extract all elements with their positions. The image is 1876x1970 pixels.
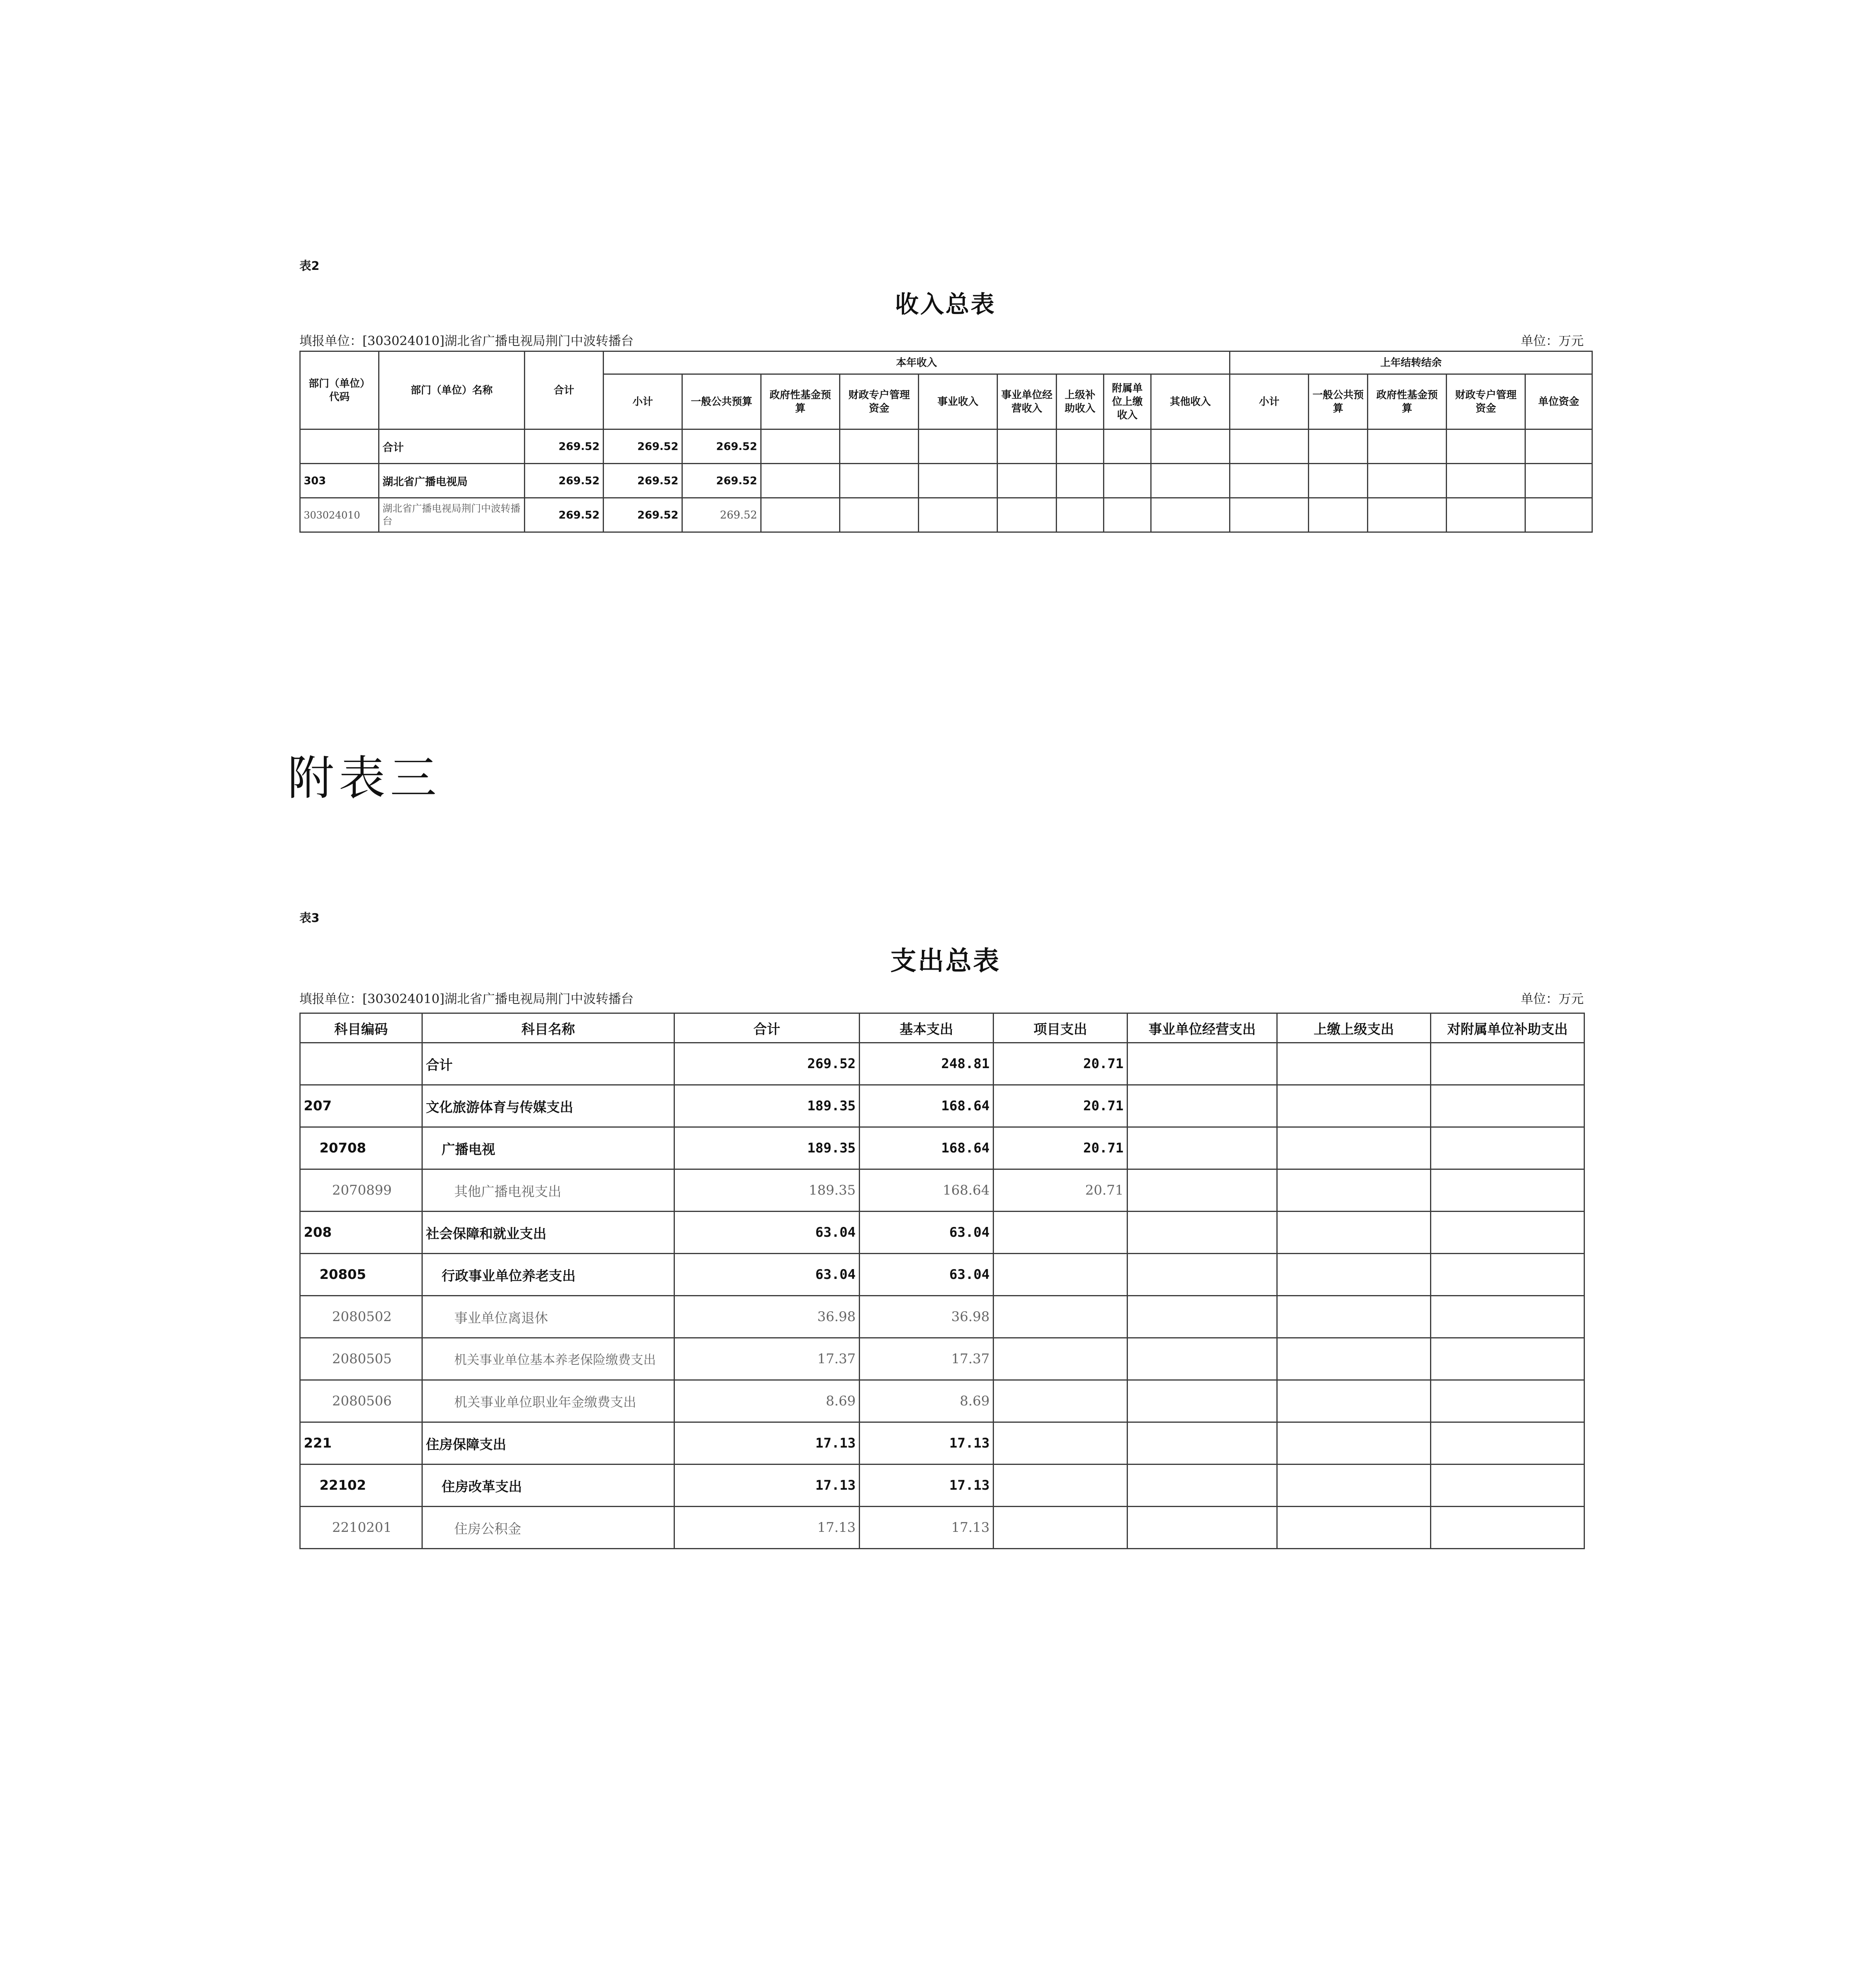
- cell-basic: 8.69: [860, 1380, 994, 1422]
- cell-total: 63.04: [674, 1254, 860, 1296]
- table-row: [300, 1380, 1584, 1422]
- cell-basic: 17.13: [860, 1507, 994, 1549]
- cell-name: 社会保障和就业支出: [422, 1212, 674, 1254]
- table3-tag: 表3: [299, 911, 319, 925]
- cell-name: 湖北省广播电视局: [379, 464, 525, 498]
- cell-code: [300, 1043, 422, 1085]
- cell-basic: 248.81: [860, 1043, 994, 1085]
- cell-total: 36.98: [674, 1296, 860, 1338]
- cell-code: 2080506: [300, 1380, 422, 1422]
- table-row: [300, 1422, 1584, 1464]
- col-header-subject-name: 科目名称: [422, 1013, 674, 1043]
- cell-total: 269.52: [674, 1043, 860, 1085]
- cell-total: 189.35: [674, 1169, 860, 1212]
- cell-name: 合计: [422, 1043, 674, 1085]
- cell-code: 207: [300, 1085, 422, 1127]
- table-row: [300, 1338, 1584, 1380]
- cell-basic: 168.64: [860, 1085, 994, 1127]
- cell-code: 303: [300, 464, 379, 498]
- cell-project: 20.71: [994, 1085, 1127, 1127]
- table3-title: 支出总表: [890, 946, 1001, 976]
- table3-filler: 填报单位：[303024010]湖北省广播电视局荆门中波转播台: [299, 991, 634, 1006]
- col-header-subject-code: 科目编码: [300, 1013, 422, 1043]
- col-header-prior-fiscal: 财政专户管理资金: [1447, 374, 1525, 429]
- cell-name: 住房公积金: [422, 1507, 674, 1549]
- cell-subtotal: 269.52: [604, 429, 682, 464]
- cell-basic: 17.13: [860, 1464, 994, 1507]
- col-header-operating-expense: 事业单位经营支出: [1127, 1013, 1277, 1043]
- cell-code: 20805: [300, 1254, 422, 1296]
- cell-basic: 168.64: [860, 1127, 994, 1169]
- cell-general: 269.52: [682, 429, 761, 464]
- col-header-other-income: 其他收入: [1151, 374, 1230, 429]
- cell-name: 其他广播电视支出: [422, 1169, 674, 1212]
- col-header-dept-code: 部门（单位）代码: [300, 351, 379, 429]
- col-header-prior-gov-fund: 政府性基金预算: [1368, 374, 1447, 429]
- col-header-remit-superior: 上缴上级支出: [1277, 1013, 1431, 1043]
- col-header-operating-income: 事业单位经营收入: [997, 374, 1057, 429]
- table-row: [300, 1043, 1584, 1085]
- cell-project: [994, 1296, 1127, 1338]
- cell-code: 2070899: [300, 1169, 422, 1212]
- cell-code: 2210201: [300, 1507, 422, 1549]
- table-row: [300, 1212, 1584, 1254]
- cell-project: [994, 1464, 1127, 1507]
- col-header-superior-subsidy: 上级补助收入: [1057, 374, 1104, 429]
- cell-total: 269.52: [525, 464, 604, 498]
- expenditure-summary-table: [299, 1013, 1585, 1549]
- col-header-affiliate-subsidy: 对附属单位补助支出: [1431, 1013, 1584, 1043]
- cell-name: 文化旅游体育与传媒支出: [422, 1085, 674, 1127]
- cell-total: 63.04: [674, 1212, 860, 1254]
- cell-basic: 63.04: [860, 1254, 994, 1296]
- table2-unit: 单位：万元: [1521, 333, 1584, 348]
- col-header-total: 合计: [525, 351, 604, 429]
- table-row: [300, 498, 1592, 532]
- cell-general: 269.52: [682, 498, 761, 532]
- cell-total: 189.35: [674, 1127, 860, 1169]
- cell-name: 湖北省广播电视局荆门中波转播台: [379, 498, 525, 532]
- col-header-total: 合计: [674, 1013, 860, 1043]
- income-summary-table: [299, 351, 1593, 533]
- col-header-affiliate-income: 附属单位上缴收入: [1104, 374, 1151, 429]
- table-row: [300, 1507, 1584, 1549]
- cell-total: 8.69: [674, 1380, 860, 1422]
- cell-code: 221: [300, 1422, 422, 1464]
- cell-code: 20708: [300, 1127, 422, 1169]
- col-group-prior-carryover: 上年结转结余: [1230, 351, 1592, 374]
- cell-name: 住房保障支出: [422, 1422, 674, 1464]
- table3-unit: 单位：万元: [1521, 991, 1584, 1006]
- table2-filler: 填报单位：[303024010]湖北省广播电视局荆门中波转播台: [299, 333, 634, 348]
- cell-total: 269.52: [525, 498, 604, 532]
- col-header-business-income: 事业收入: [919, 374, 997, 429]
- cell-project: [994, 1338, 1127, 1380]
- cell-code: 22102: [300, 1464, 422, 1507]
- table-row: [300, 1296, 1584, 1338]
- table-row: [300, 1464, 1584, 1507]
- cell-project: 20.71: [994, 1169, 1127, 1212]
- col-group-current-income: 本年收入: [604, 351, 1230, 374]
- cell-subtotal: 269.52: [604, 498, 682, 532]
- cell-basic: 168.64: [860, 1169, 994, 1212]
- cell-project: 20.71: [994, 1043, 1127, 1085]
- cell-code: 303024010: [300, 498, 379, 532]
- cell-code: [300, 429, 379, 464]
- col-header-prior-unit-fund: 单位资金: [1525, 374, 1592, 429]
- col-header-basic-expense: 基本支出: [860, 1013, 994, 1043]
- col-header-prior-general: 一般公共预算: [1309, 374, 1368, 429]
- cell-project: [994, 1212, 1127, 1254]
- table-row: [300, 464, 1592, 498]
- cell-code: 2080502: [300, 1296, 422, 1338]
- cell-total: 17.13: [674, 1422, 860, 1464]
- cell-code: 2080505: [300, 1338, 422, 1380]
- col-header-gov-fund: 政府性基金预算: [761, 374, 840, 429]
- table-row: [300, 1169, 1584, 1212]
- cell-project: 20.71: [994, 1127, 1127, 1169]
- cell-basic: 63.04: [860, 1212, 994, 1254]
- col-header-subtotal: 小计: [604, 374, 682, 429]
- cell-basic: 36.98: [860, 1296, 994, 1338]
- cell-name: 机关事业单位基本养老保险缴费支出: [422, 1338, 674, 1380]
- cell-basic: 17.37: [860, 1338, 994, 1380]
- appendix-three-heading: 附表三: [288, 751, 442, 805]
- col-header-project-expense: 项目支出: [994, 1013, 1127, 1043]
- col-header-general-budget: 一般公共预算: [682, 374, 761, 429]
- cell-general: 269.52: [682, 464, 761, 498]
- cell-total: 189.35: [674, 1085, 860, 1127]
- cell-project: [994, 1507, 1127, 1549]
- table2-tag: 表2: [299, 259, 319, 273]
- table2-title: 收入总表: [895, 291, 996, 318]
- cell-name: 住房改革支出: [422, 1464, 674, 1507]
- cell-project: [994, 1254, 1127, 1296]
- table-row: [300, 1127, 1584, 1169]
- cell-total: 17.13: [674, 1464, 860, 1507]
- cell-name: 行政事业单位养老支出: [422, 1254, 674, 1296]
- cell-basic: 17.13: [860, 1422, 994, 1464]
- cell-name: 机关事业单位职业年金缴费支出: [422, 1380, 674, 1422]
- table-row: [300, 429, 1592, 464]
- col-header-prior-subtotal: 小计: [1230, 374, 1309, 429]
- cell-name: 合计: [379, 429, 525, 464]
- table-row: [300, 1085, 1584, 1127]
- cell-total: 17.13: [674, 1507, 860, 1549]
- cell-project: [994, 1422, 1127, 1464]
- cell-name: 广播电视: [422, 1127, 674, 1169]
- cell-code: 208: [300, 1212, 422, 1254]
- cell-project: [994, 1380, 1127, 1422]
- col-header-fiscal-account: 财政专户管理资金: [840, 374, 919, 429]
- col-header-dept-name: 部门（单位）名称: [379, 351, 525, 429]
- cell-total: 17.37: [674, 1338, 860, 1380]
- cell-name: 事业单位离退休: [422, 1296, 674, 1338]
- cell-total: 269.52: [525, 429, 604, 464]
- table-row: [300, 1254, 1584, 1296]
- cell-subtotal: 269.52: [604, 464, 682, 498]
